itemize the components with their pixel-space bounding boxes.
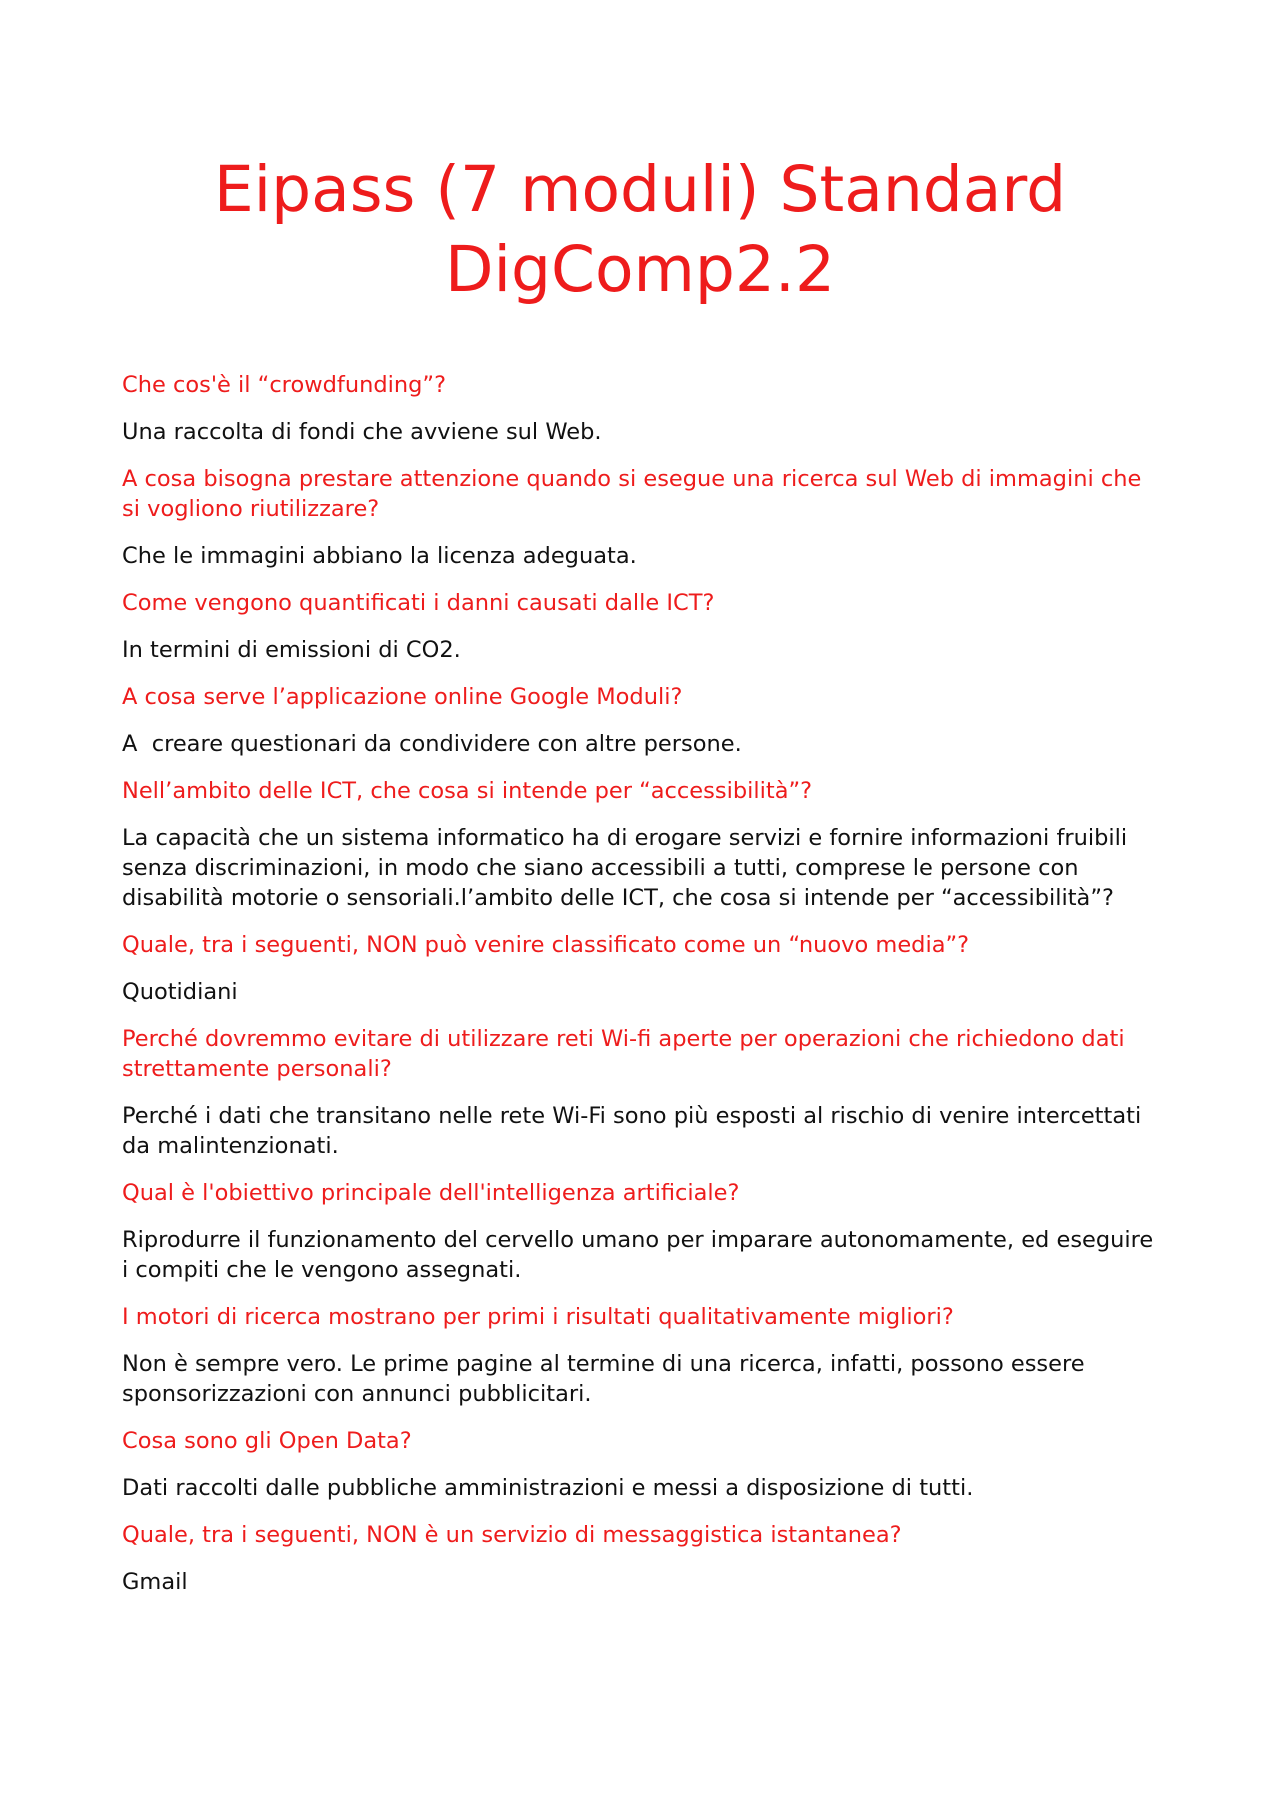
question-11: Quale, tra i seguenti, NON è un servizio di messaggistica istantanea? — [122, 1522, 902, 1548]
answer-10: Dati raccolti dalle pubbliche amministrazioni e messi a disposizione di tutti. — [122, 1475, 974, 1501]
answer-4: A creare questionari da condividere con altre persone. — [122, 731, 742, 757]
answer-8: Riprodurre il funzionamento del cervello umano per imparare autonomamente, ed eseguire i compiti che le vengono assegnati. — [122, 1227, 1154, 1283]
answer-2: Che le immagini abbiano la licenza adeguata. — [122, 543, 637, 569]
question-1: Che cos'è il “crowdfunding”? — [122, 372, 447, 398]
answer-11: Gmail — [122, 1569, 188, 1595]
question-8: Qual è l'obiettivo principale dell'intelligenza artificiale? — [122, 1180, 740, 1206]
qa-list — [122, 370, 1158, 1597]
title-line-1: Eipass (7 moduli) Standard — [213, 153, 1067, 226]
title-line-2: DigComp2.2 — [444, 233, 836, 306]
question-6: Quale, tra i seguenti, NON può venire classificato come un “nuovo media”? — [122, 932, 970, 958]
answer-3: In termini di emissioni di CO2. — [122, 637, 461, 663]
question-10: Cosa sono gli Open Data? — [122, 1428, 412, 1454]
document-title — [122, 150, 1158, 310]
question-3: Come vengono quantificati i danni causati dalle ICT? — [122, 590, 715, 616]
answer-1: Una raccolta di fondi che avviene sul Web. — [122, 419, 602, 445]
answer-6: Quotidiani — [122, 979, 238, 1005]
question-2: A cosa bisogna prestare attenzione quando si esegue una ricerca sul Web di immagini che si vogliono riutilizzare? — [122, 466, 1142, 522]
question-9: I motori di ricerca mostrano per primi i risultati qualitativamente migliori? — [122, 1304, 954, 1330]
answer-7: Perché i dati che transitano nelle rete Wi-Fi sono più esposti al rischio di venire intercettati da malintenzionati. — [122, 1103, 1142, 1159]
question-7: Perché dovremmo evitare di utilizzare reti Wi-fi aperte per operazioni che richiedono dati strettamente personali? — [122, 1026, 1125, 1082]
answer-5: La capacità che un sistema informatico ha di erogare servizi e fornire informazioni fruibili senza discriminazioni, in modo che siano accessibili a tutti, comprese le persone con disabilità motorie o sensoriali.l’ambito delle ICT, che cosa si intende per “accessibilità”? — [122, 825, 1128, 911]
answer-9: Non è sempre vero. Le prime pagine al termine di una ricerca, infatti, possono essere sponsorizzazioni con annunci pubblicitari. — [122, 1351, 1085, 1407]
question-5: Nell’ambito delle ICT, che cosa si intende per “accessibilità”? — [122, 778, 813, 804]
question-4: A cosa serve l’applicazione online Google Moduli? — [122, 684, 683, 710]
